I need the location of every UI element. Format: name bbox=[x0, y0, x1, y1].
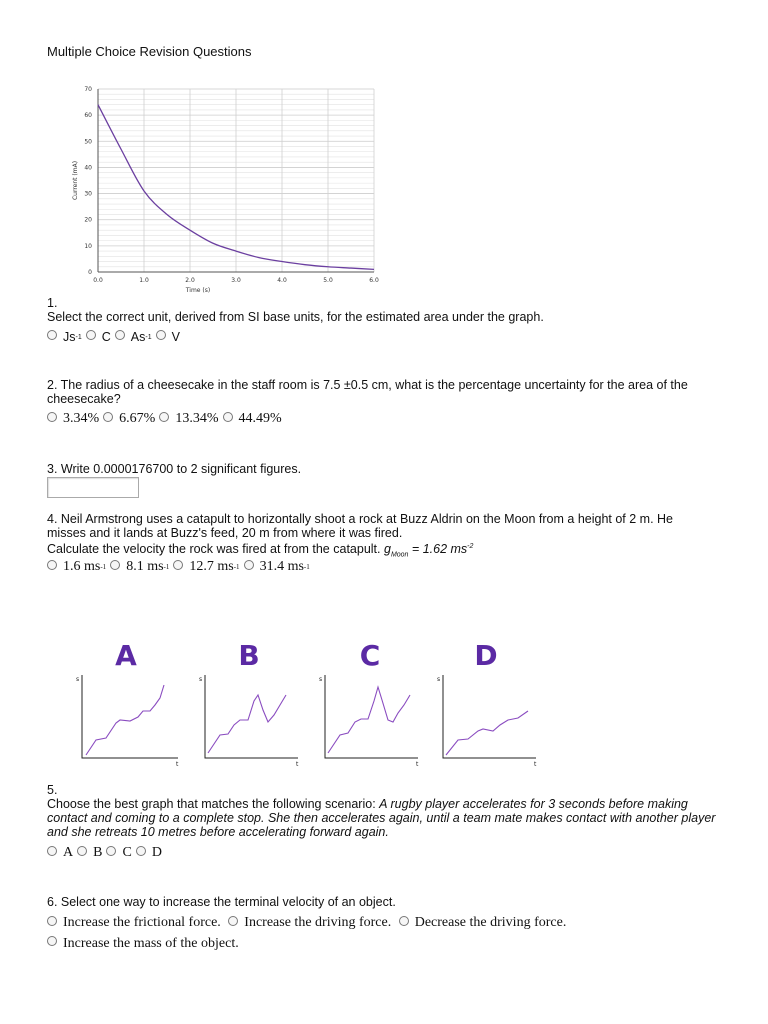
radio-button[interactable] bbox=[244, 560, 254, 570]
graph-d-label: D bbox=[474, 639, 498, 672]
question-6-text: 6. Select one way to increase the terminal velocity of an object. bbox=[47, 895, 396, 909]
page-title: Multiple Choice Revision Questions bbox=[47, 44, 252, 59]
radio-button[interactable] bbox=[86, 330, 96, 340]
q2-option-1[interactable]: 3.34% bbox=[47, 411, 99, 427]
question-4-line-3: Calculate the velocity the rock was fired at from the catapult. $g_{Moon} = 1.62$ $ms^{-2}$ bbox=[47, 542, 474, 559]
question-1-text: Select the correct unit, derived from SI base units, for the estimated area under the graph. bbox=[47, 310, 544, 324]
q2-option-3[interactable]: 13.34% bbox=[159, 411, 218, 427]
graph-b-t-label: t bbox=[296, 761, 299, 768]
question-4-line-2: misses and it lands at Buzz's feed, 20 m from where it was fired. bbox=[47, 526, 403, 540]
graph-c-t-label: t bbox=[416, 761, 419, 768]
question-4 bbox=[47, 512, 747, 563]
graph-b-curve bbox=[208, 695, 286, 753]
graph-d-t-label: t bbox=[534, 761, 537, 768]
question-2-options bbox=[47, 411, 286, 427]
radio-button[interactable] bbox=[159, 412, 169, 422]
y-tick-label: 10 bbox=[84, 242, 92, 250]
y-axis-label: Current (mA) bbox=[72, 160, 79, 201]
question-2-text: 2. The radius of a cheesecake in the staff room is 7.5 ±0.5 cm, what is the percentage uncertainty for the area of the cheesecake? bbox=[47, 378, 688, 406]
graph-d-axes bbox=[443, 675, 536, 758]
q1-option-3[interactable]: As -1 bbox=[115, 330, 152, 344]
graph-a-label: A bbox=[115, 639, 137, 672]
radio-button[interactable] bbox=[223, 412, 233, 422]
q5-option-b[interactable]: B bbox=[77, 845, 102, 861]
radio-button[interactable] bbox=[156, 330, 166, 340]
graph-d-s-label: s bbox=[437, 676, 441, 683]
q4-option-3[interactable]: 12.7 ms -1 bbox=[173, 559, 239, 575]
x-tick-label: 0.0 bbox=[93, 277, 103, 284]
y-tick-label: 30 bbox=[84, 190, 92, 198]
x-axis-label: Time (s) bbox=[185, 287, 211, 294]
y-tick-label: 70 bbox=[84, 86, 92, 93]
radio-button[interactable] bbox=[106, 846, 116, 856]
q5-option-c[interactable]: C bbox=[106, 845, 131, 861]
graph-b-axes bbox=[205, 675, 298, 758]
x-tick-label: 4.0 bbox=[277, 277, 287, 284]
graph-a-s-label: s bbox=[76, 676, 80, 683]
question-5-number: 5. bbox=[47, 783, 58, 797]
question-5 bbox=[47, 783, 727, 839]
question-5-text: Choose the best graph that matches the following scenario: A rugby player accelerates for 3 seconds before making contact and coming to a complete stop. She then accelerates again, until a team mate makes contact with another player and she retreats 10 metres before accelerating forward again. bbox=[47, 797, 716, 839]
radio-button[interactable] bbox=[47, 846, 57, 856]
answer-input[interactable] bbox=[47, 477, 139, 498]
graph-a-t-label: t bbox=[176, 761, 179, 768]
q6-option-1[interactable]: Increase the frictional force. bbox=[47, 913, 221, 932]
q6-option-2[interactable]: Increase the driving force. bbox=[228, 913, 391, 932]
x-tick-label: 2.0 bbox=[185, 277, 195, 284]
graph-choices-figure bbox=[58, 625, 550, 775]
q1-option-4[interactable]: V bbox=[156, 330, 180, 344]
q1-option-2[interactable]: C bbox=[86, 330, 111, 344]
radio-button[interactable] bbox=[136, 846, 146, 856]
y-tick-label: 20 bbox=[84, 216, 92, 224]
question-4-options bbox=[47, 559, 314, 575]
y-tick-label: 60 bbox=[84, 112, 92, 120]
q4-option-1[interactable]: 1.6 ms -1 bbox=[47, 559, 106, 575]
q4-option-4[interactable]: 31.4 ms -1 bbox=[244, 559, 310, 575]
radio-button[interactable] bbox=[77, 846, 87, 856]
radio-button[interactable] bbox=[47, 916, 57, 926]
x-tick-label: 5.0 bbox=[323, 277, 333, 284]
q6-option-3[interactable]: Decrease the driving force. bbox=[399, 913, 567, 932]
q2-option-2[interactable]: 6.67% bbox=[103, 411, 155, 427]
graph-c-axes bbox=[325, 675, 418, 758]
q5-option-a[interactable]: A bbox=[47, 845, 73, 861]
q1-option-1[interactable]: Js -1 bbox=[47, 330, 82, 344]
question-1-number: 1. bbox=[47, 296, 58, 310]
current-time-chart bbox=[60, 78, 390, 300]
radio-button[interactable] bbox=[47, 412, 57, 422]
y-tick-label: 40 bbox=[84, 164, 92, 172]
graph-c-label: C bbox=[359, 639, 381, 672]
radio-button[interactable] bbox=[399, 916, 409, 926]
radio-button[interactable] bbox=[47, 936, 57, 946]
question-6-options bbox=[47, 913, 737, 954]
question-4-line-1: 4. Neil Armstrong uses a catapult to horizontally shoot a rock at Buzz Aldrin on the Moon from a height of 2 m. He bbox=[47, 512, 674, 526]
y-tick-label: 50 bbox=[84, 138, 92, 146]
radio-button[interactable] bbox=[103, 412, 113, 422]
question-1-options bbox=[47, 330, 184, 344]
radio-button[interactable] bbox=[228, 916, 238, 926]
q6-option-4[interactable]: Increase the mass of the object. bbox=[47, 934, 239, 953]
radio-button[interactable] bbox=[173, 560, 183, 570]
radio-button[interactable] bbox=[115, 330, 125, 340]
radio-button[interactable] bbox=[47, 560, 57, 570]
x-tick-label: 6.0 bbox=[369, 277, 379, 284]
x-tick-label: 1.0 bbox=[139, 277, 149, 284]
graph-c-s-label: s bbox=[319, 676, 323, 683]
q2-option-4[interactable]: 44.49% bbox=[223, 411, 282, 427]
graph-d-curve bbox=[446, 711, 528, 755]
q5-option-d[interactable]: D bbox=[136, 845, 162, 861]
radio-button[interactable] bbox=[110, 560, 120, 570]
graph-a-curve bbox=[86, 685, 164, 755]
question-5-options bbox=[47, 845, 166, 861]
q4-option-2[interactable]: 8.1 ms -1 bbox=[110, 559, 169, 575]
question-1 bbox=[47, 296, 544, 324]
graph-c-curve bbox=[328, 687, 410, 753]
y-tick-label: 0 bbox=[88, 269, 92, 276]
graph-b-s-label: s bbox=[199, 676, 203, 683]
x-tick-label: 3.0 bbox=[231, 277, 241, 284]
question-3-text: 3. Write 0.0000176700 to 2 significant figures. bbox=[47, 462, 302, 476]
graph-b-label: B bbox=[238, 639, 260, 672]
radio-button[interactable] bbox=[47, 330, 57, 340]
